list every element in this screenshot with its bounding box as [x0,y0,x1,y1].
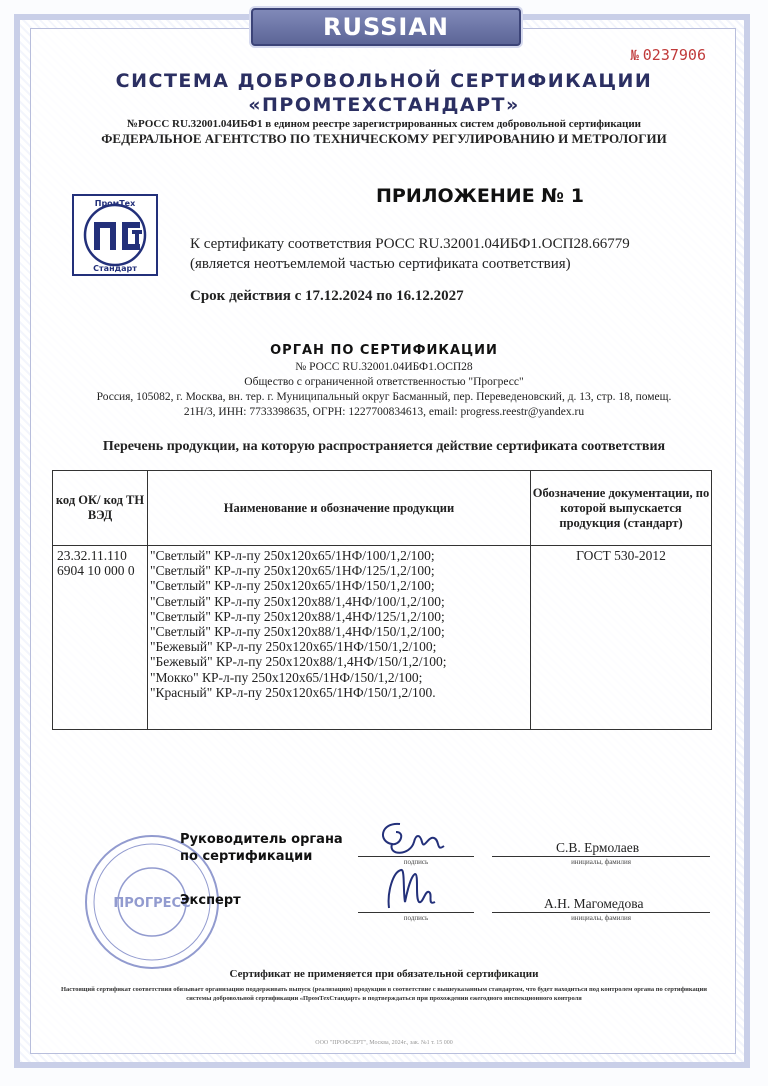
product-item: "Светлый" КР-л-пу 250х120х88/1,4НФ/150/1,2/100; [150,624,445,640]
head-role-line1: Руководитель органа [180,832,343,847]
product-item: "Бежевый" КР-л-пу 250х120х65/1НФ/150/1,2/100; [150,639,437,655]
product-item: "Светлый" КР-л-пу 250х120х65/1НФ/150/1,2/100; [150,578,435,594]
code-cell [53,546,148,730]
header-name: Наименование и обозначение продукции [148,471,531,546]
appendix-title: ПРИЛОЖЕНИЕ № 1 [376,185,584,207]
head-signature [370,812,450,862]
expert-sign-line [358,912,474,913]
organ-name: Общество с ограниченной ответственностью "Прогресс" [244,376,524,388]
logo-top-text: ПромТех [94,199,136,208]
product-item: "Светлый" КР-л-пу 250х120х65/1НФ/125/1,2/100; [150,563,435,579]
system-title-line2: «ПРОМТЕХСТАНДАРТ» [248,94,520,116]
expert-name: А.Н. Магомедова [544,896,644,911]
code-ok: 23.32.11.110 [57,548,127,563]
product-list-title: Перечень продукции, на которую распространяется действие сертификата соответствия [102,439,666,454]
validity-period: Срок действия с 17.12.2024 по 16.12.2027 [190,288,464,304]
country-banner: RUSSIAN FEDERATION [251,8,521,46]
product-item: "Светлый" КР-л-пу 250х120х88/1,4НФ/125/1,2/100; [150,608,445,624]
table-header-row [53,471,712,546]
agency-line: ФЕДЕРАЛЬНОЕ АГЕНТСТВО ПО ТЕХНИЧЕСКОМУ РЕГУЛИРОВАНИЮ И МЕТРОЛОГИИ [101,131,667,146]
certificate-reference: К сертификату соответствия РОСС RU.32001.04ИБФ1.ОСП28.66779 [190,236,630,252]
product-item: "Светлый" КР-л-пу 250х120х88/1,4НФ/100/1,2/100; [150,593,445,609]
stamp-text: ПРОГРЕСС [113,896,191,911]
code-tnved: 6904 10 000 0 [57,563,135,579]
expert-name-line [492,912,710,913]
expert-role: Эксперт [180,893,241,908]
integral-part-note: (является неотъемлемой частью сертификата соответствия) [190,256,571,272]
registry-line: №РОСС RU.32001.04ИБФ1 в едином реестре зарегистрированных систем добровольной сертификации [126,118,642,130]
footer-notice: Сертификат не применяется при обязательной сертификации [229,968,539,980]
table-row [53,546,712,730]
product-item: "Красный" КР-л-пу 250х120х65/1НФ/150/1,2/100. [150,684,436,700]
logo-bottom-text: Стандарт [93,264,137,273]
header-code: код ОК/ код ТН ВЭД [53,471,148,546]
footer-legal-text: Настоящий сертификат соответствия обязывает организацию поддерживать выпуск (реализацию) продукции в соответствие с вышеуказанным стандартом, что будет находиться под контролем органа по сертификации системы добровольной сертификации «ПромТехСтандарт» и подтверждаться при прохождении ежегодного инспекционного контроля [60,986,708,1002]
certificate-number [630,46,706,64]
head-name: С.В. Ермолаев [556,840,640,855]
organ-title: ОРГАН ПО СЕРТИФИКАЦИИ [270,343,498,358]
expert-sign-caption: подпись [403,914,429,922]
print-info: ООО "ПРОФСЕРТ", Москва, 2024г., зак. №1 т. 15 000 [315,1040,453,1046]
expert-signature [375,862,445,916]
system-title-line1: СИСТЕМА ДОБРОВОЛЬНОЙ СЕРТИФИКАЦИИ [115,70,653,92]
promtech-logo [72,194,158,276]
product-item: "Светлый" КР-л-пу 250х120х65/1НФ/100/1,2/100; [150,548,435,563]
organ-address-line2: 21Н/3, ИНН: 7733398635, ОГРН: 1227700834613, email: progress.reestr@yandex.ru [183,406,585,418]
product-item: "Мокко" КР-л-пу 250х120х65/1НФ/150/1,2/100; [150,669,423,685]
product-item: "Бежевый" КР-л-пу 250х120х88/1,4НФ/150/1,2/100; [150,654,447,670]
product-table [52,470,712,730]
number-prefix: № [630,48,639,64]
product-cell [148,546,531,730]
standard-cell: ГОСТ 530-2012 [531,546,712,730]
head-name-caption: инициалы, фамилия [571,858,631,866]
header-doc: Обозначение документации, по которой выпускается продукция (стандарт) [531,471,712,546]
head-name-line [492,856,710,857]
head-sign-caption: подпись [403,858,429,866]
number-value: 0237906 [642,46,706,64]
head-role-line2: по сертификации [180,849,313,864]
organ-reg-no: № РОСС RU.32001.04ИБФ1.ОСП28 [295,361,473,373]
expert-name-caption: инициалы, фамилия [571,914,631,922]
head-sign-line [358,856,474,857]
organ-address-line1: Россия, 105082, г. Москва, вн. тер. г. Муниципальный округ Басманный, пер. Переведеновский, д. 13, стр. 18, помещ. [96,391,672,403]
